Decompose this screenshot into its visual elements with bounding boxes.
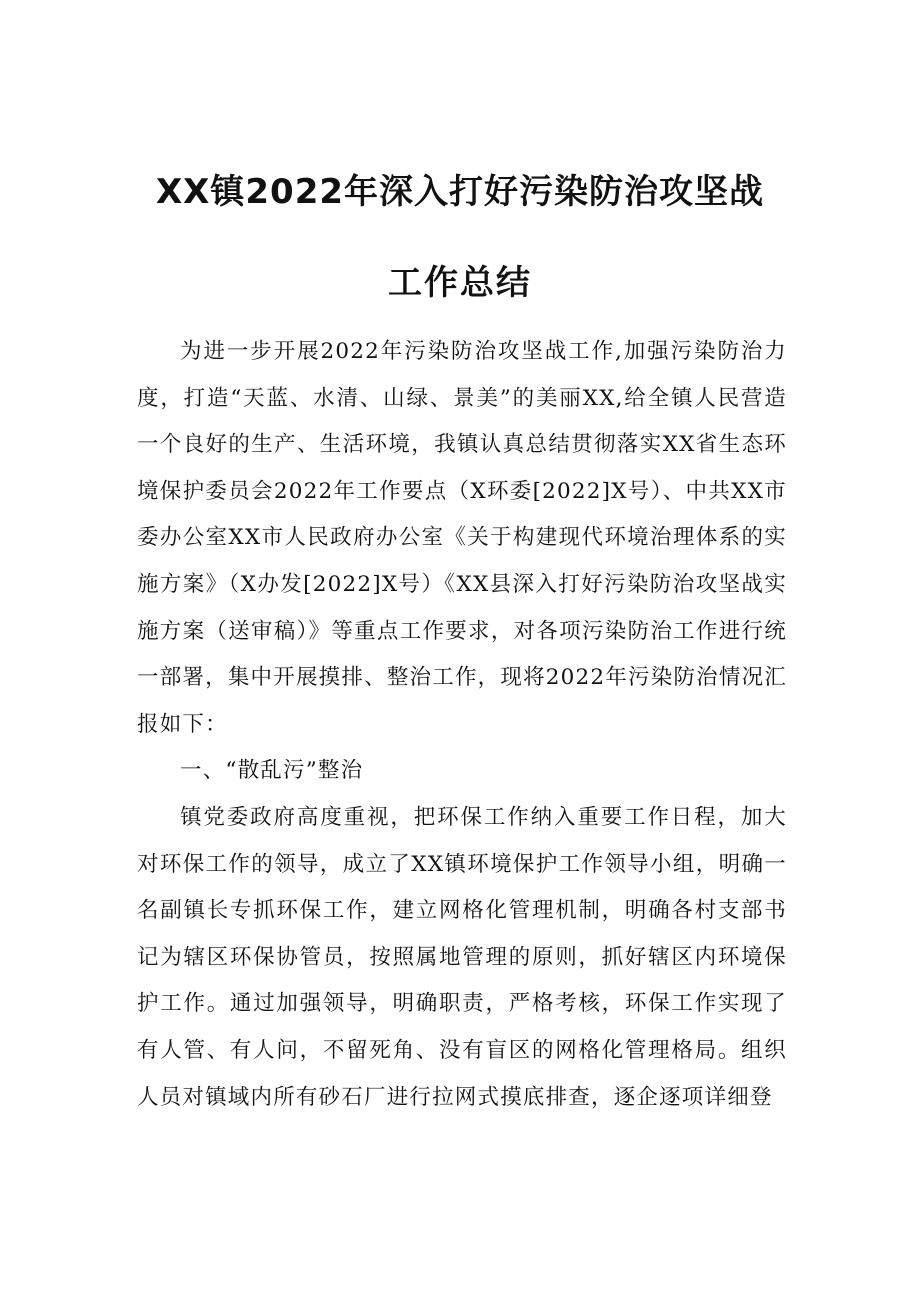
section-heading-1: 一、“散乱污”整治 [180, 758, 364, 783]
paragraph-section-1: 镇党委政府高度重视，把环保工作纳入重要工作日程，加大对环保工作的领导，成立了XX镇环境保护工作领导小组，明确一名副镇长专抓环保工作，建立网格化管理机制，明确各村支部书记为辖区环保协管员，按照属地管理的原则，抓好辖区内环境保护工作。通过加强领导，明确职责，严格考核，环保工作实现了有人管、有人问，不留死角、没有盲区的网格化管理格局。组织人员对镇域内所有砂石厂进行拉网式摸底排查，逐企逐项详细登 [137, 805, 787, 1110]
paragraph-intro: 为进一步开展2022年污染防治攻坚战工作,加强污染防治力度，打造“天蓝、水清、山绿、景美”的美丽XX,给全镇人民营造一个良好的生产、生活环境，我镇认真总结贯彻落实XX省生态环境保护委员会2022年工作要点（X环委[2022]X号）、中共XX市委办公室XX市人民政府办公室《关于构建现代环境治理体系的实施方案》（X办发[2022]X号）《XX县深入打好污染防治攻坚战实施方案（送审稿）》等重点工作要求，对各项污染防治工作进行统一部署，集中开展摸排、整治工作，现将2022年污染防治情况汇报如下： [137, 339, 787, 737]
body-section-1 [137, 795, 787, 1121]
body-section-heading-1 [137, 748, 787, 795]
body-section-intro [137, 329, 787, 748]
document-title-line-1: XX镇2022年深入打好污染防治攻坚战 [155, 172, 765, 212]
document-title-line-2: 工作总结 [388, 263, 532, 303]
